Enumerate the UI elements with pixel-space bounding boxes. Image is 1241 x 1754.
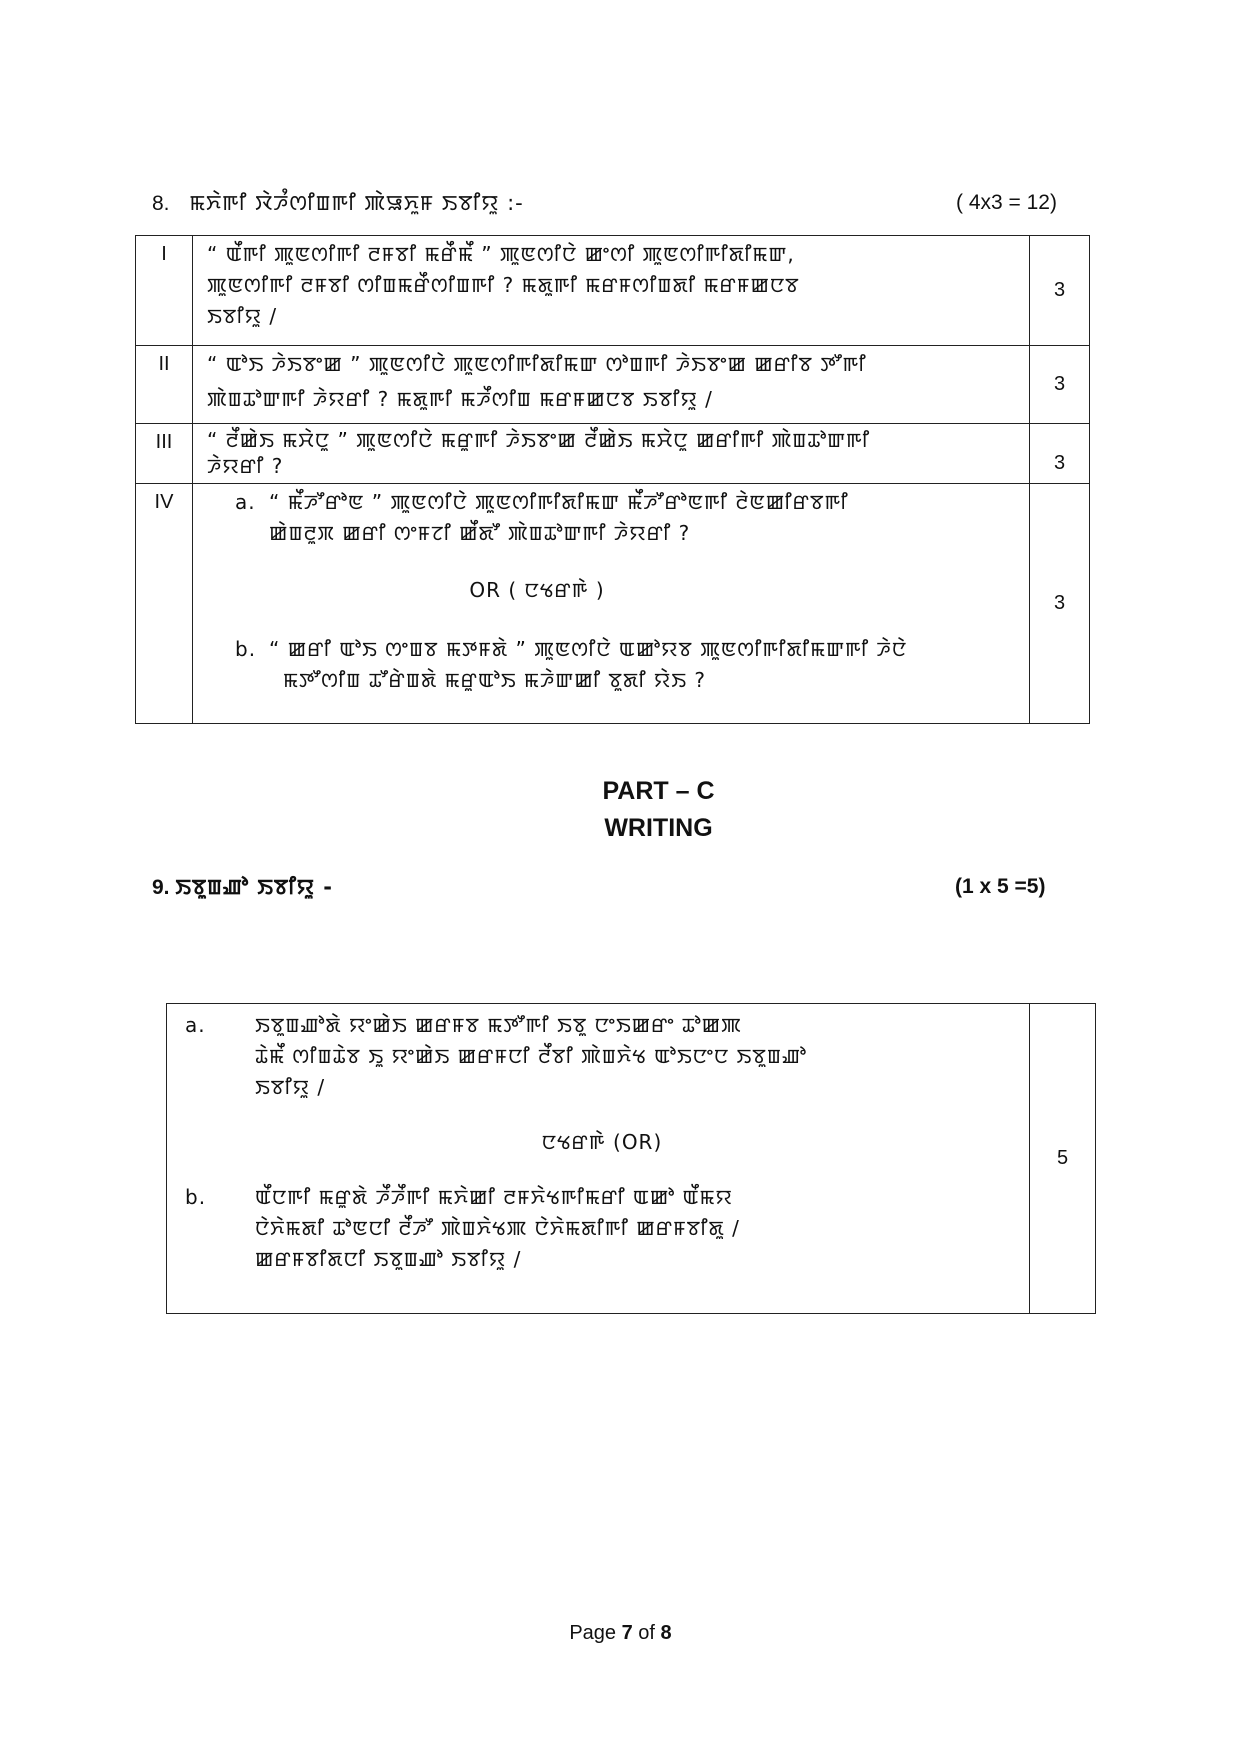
question-instruction: ꯃꯈꯥꯒꯤ ꯋꯥꯍꯪꯁꯤꯡꯒꯤ ꯄꯥꯎꯈꯨꯝ ꯏꯕꯤꯌꯨ :- bbox=[189, 191, 524, 215]
text-line: ꯀꯥꯡꯂꯨꯞ ꯀꯔꯤ ꯁꯦꯝꯖꯤ ꯀꯩꯗꯧ ꯄꯥꯡꯊꯣꯛꯒꯤ ꯍꯥꯌꯔꯤ ? bbox=[269, 521, 691, 545]
text-line: ꯊꯥꯃꯩ ꯁꯤꯡꯊꯥꯕ ꯏꯨ ꯌꯦꯀꯥꯏ ꯀꯔꯝꯅꯤ ꯂꯩꯕꯤ ꯄꯥꯡꯈꯥꯠ ꯑꯣꯏꯅꯦꯅ ꯏꯕꯨꯡꯉꯣ bbox=[255, 1044, 807, 1068]
question-text bbox=[193, 424, 1030, 484]
text-line: “ ꯑꯩꯒꯤ ꯄꯨꯟꯁꯤꯒꯤ ꯂꯝꯕꯤ ꯃꯔꯩꯃꯩ ” ꯄꯨꯟꯁꯤꯅꯥ ꯀꯦꯁꯤ ꯄꯨꯟꯁꯤꯒꯤꯗꯤꯃꯛ, bbox=[207, 242, 795, 266]
row-number: III bbox=[136, 424, 193, 484]
text-line: ꯑꯩꯅꯒꯤ ꯃꯔꯨꯗꯥ ꯍꯩꯍꯩꯒꯤ ꯃꯈꯥꯀꯤ ꯂꯝꯈꯥꯠꯒꯤꯃꯔꯤ ꯑꯀꯣ ꯑꯩꯃꯌ bbox=[255, 1185, 733, 1209]
text-line: ꯍꯥꯌꯔꯤ ? bbox=[207, 454, 284, 478]
page-label: Page bbox=[569, 1622, 622, 1644]
text-line: ꯄꯨꯟꯁꯤꯒꯤ ꯂꯝꯕꯤ ꯁꯤꯡꯃꯔꯩꯁꯤꯡꯒꯤ ? ꯃꯗꯨꯒꯤ ꯃꯔꯝꯁꯤꯡꯗꯤ ꯃꯔꯝꯀꯅꯕ bbox=[207, 273, 800, 297]
part-title: PART – C bbox=[602, 777, 715, 805]
text-line: “ ꯑꯣꯏ ꯍꯥꯏꯕꯦꯀ ” ꯄꯨꯟꯁꯤꯅꯥ ꯄꯨꯟꯁꯤꯒꯤꯗꯤꯃꯛ ꯁꯣꯡꯒꯤ ꯍꯥꯏꯕꯦꯀ ꯀꯔꯤꯕ ꯇꯧꯒꯤ bbox=[207, 352, 867, 376]
question-number: 9. bbox=[152, 876, 170, 899]
row-marks: 3 bbox=[1030, 346, 1090, 424]
text-line: ꯏꯕꯤꯌꯨ / bbox=[207, 304, 278, 328]
row-marks: 3 bbox=[1030, 424, 1090, 484]
text-line: ꯀꯔꯝꯕꯤꯗꯅꯤ ꯏꯕꯨꯡꯉꯣ ꯏꯕꯤꯌꯨ / bbox=[255, 1247, 522, 1271]
question-number: 8. bbox=[152, 192, 170, 215]
question-9-marks-total: (1 x 5 =5) bbox=[955, 875, 1046, 898]
question-text bbox=[193, 236, 1030, 346]
text-line: ꯄꯥꯡꯊꯣꯛꯒꯤ ꯍꯥꯌꯔꯤ ? ꯃꯗꯨꯒꯤ ꯃꯍꯩꯁꯤꯡ ꯃꯔꯝꯀꯅꯕ ꯏꯕꯤꯌꯨ / bbox=[207, 387, 713, 411]
text-line: ꯏꯕꯤꯌꯨ / bbox=[255, 1075, 326, 1099]
question-instruction: ꯏꯕꯨꯡꯉꯣ ꯏꯕꯤꯌꯨ - bbox=[175, 875, 333, 899]
row-marks: 3 bbox=[1030, 484, 1090, 724]
question-text bbox=[167, 1004, 1030, 1314]
total-pages: 8 bbox=[660, 1622, 672, 1644]
question-8-table bbox=[135, 235, 1090, 724]
row-marks: 5 bbox=[1030, 1004, 1096, 1314]
row-number: IV bbox=[136, 484, 193, 724]
row-number: II bbox=[136, 346, 193, 424]
sub-question-a bbox=[185, 1010, 1019, 1103]
question-8-marks-total: ( 4x3 = 12) bbox=[956, 191, 1057, 214]
page-of-label: of bbox=[632, 1622, 661, 1644]
row-number: I bbox=[136, 236, 193, 346]
or-separator: OR ( ꯅꯠꯔꯒꯥ ) bbox=[469, 578, 605, 602]
table-row bbox=[136, 484, 1090, 724]
sub-question-a bbox=[235, 487, 1019, 549]
question-9-table bbox=[166, 1003, 1096, 1314]
current-page: 7 bbox=[621, 1622, 633, 1644]
table-row bbox=[136, 346, 1090, 424]
text-line: ꯅꯥꯈꯥꯃꯗꯤ ꯊꯣꯟꯅꯤ ꯂꯩꯍꯧ ꯄꯥꯡꯈꯥꯠꯄ ꯅꯥꯈꯥꯃꯗꯤꯒꯤ ꯀꯔꯝꯕꯤꯗꯨ / bbox=[255, 1216, 740, 1240]
text-line: ꯃꯇꯧꯁꯤꯡ ꯊꯧꯔꯥꯡꯗꯥ ꯃꯔꯨꯑꯣꯏ ꯃꯍꯥꯛꯀꯤ ꯕꯨꯗꯤ ꯌꯥꯏ ? bbox=[283, 668, 707, 692]
question-text bbox=[193, 484, 1030, 724]
question-text bbox=[193, 346, 1030, 424]
sub-question-b bbox=[235, 634, 1019, 696]
table-row bbox=[136, 236, 1090, 346]
page-footer bbox=[0, 1622, 1241, 1645]
row-marks: 3 bbox=[1030, 236, 1090, 346]
question-8-heading bbox=[152, 189, 524, 218]
sub-question-label: b. bbox=[185, 1185, 207, 1209]
text-line: “ ꯃꯩꯍꯧꯔꯣꯟ ” ꯄꯨꯟꯁꯤꯅꯥ ꯄꯨꯟꯁꯤꯒꯤꯗꯤꯃꯛ ꯃꯩꯍꯧꯔꯣꯟꯒꯤ ꯂꯥꯟꯀꯤꯔꯕꯒꯤ bbox=[269, 490, 849, 514]
part-subtitle: WRITING bbox=[604, 814, 713, 842]
text-line: “ ꯂꯩꯀꯥꯏ ꯃꯆꯥꯅꯨ ” ꯄꯨꯟꯁꯤꯅꯥ ꯃꯔꯨꯒꯤ ꯍꯥꯏꯕꯦꯀ ꯂꯩꯀꯥꯏ ꯃꯆꯥꯅꯨ ꯀꯔꯤꯒꯤ ꯄꯥꯡꯊꯣꯛꯒꯤ bbox=[207, 428, 871, 452]
table-row bbox=[136, 424, 1090, 484]
question-9-heading bbox=[152, 873, 333, 902]
or-separator: ꯅꯠꯔꯒꯥ (OR) bbox=[541, 1130, 663, 1154]
sub-question-label: a. bbox=[235, 490, 256, 514]
sub-question-label: a. bbox=[185, 1013, 206, 1037]
sub-question-label: b. bbox=[235, 637, 257, 661]
text-line: “ ꯀꯔꯤ ꯑꯣꯏ ꯁꯦꯡꯕ ꯃꯇꯝꯗꯥ ” ꯄꯨꯟꯁꯤꯅꯥ ꯑꯀꯣꯌꯕ ꯄꯨꯟꯁꯤꯒꯤꯗꯤꯃꯛꯒꯤ ꯍꯥꯅꯥ bbox=[269, 637, 908, 661]
sub-question-b bbox=[185, 1182, 1019, 1275]
text-line: ꯏꯕꯨꯡꯉꯣꯗꯥ ꯌꯦꯀꯥꯏ ꯀꯔꯝꯕ ꯃꯇꯧꯒꯤ ꯏꯕꯨ ꯅꯦꯏꯀꯔꯦ ꯊꯣꯀꯄ bbox=[255, 1013, 742, 1037]
table-row bbox=[167, 1004, 1096, 1314]
